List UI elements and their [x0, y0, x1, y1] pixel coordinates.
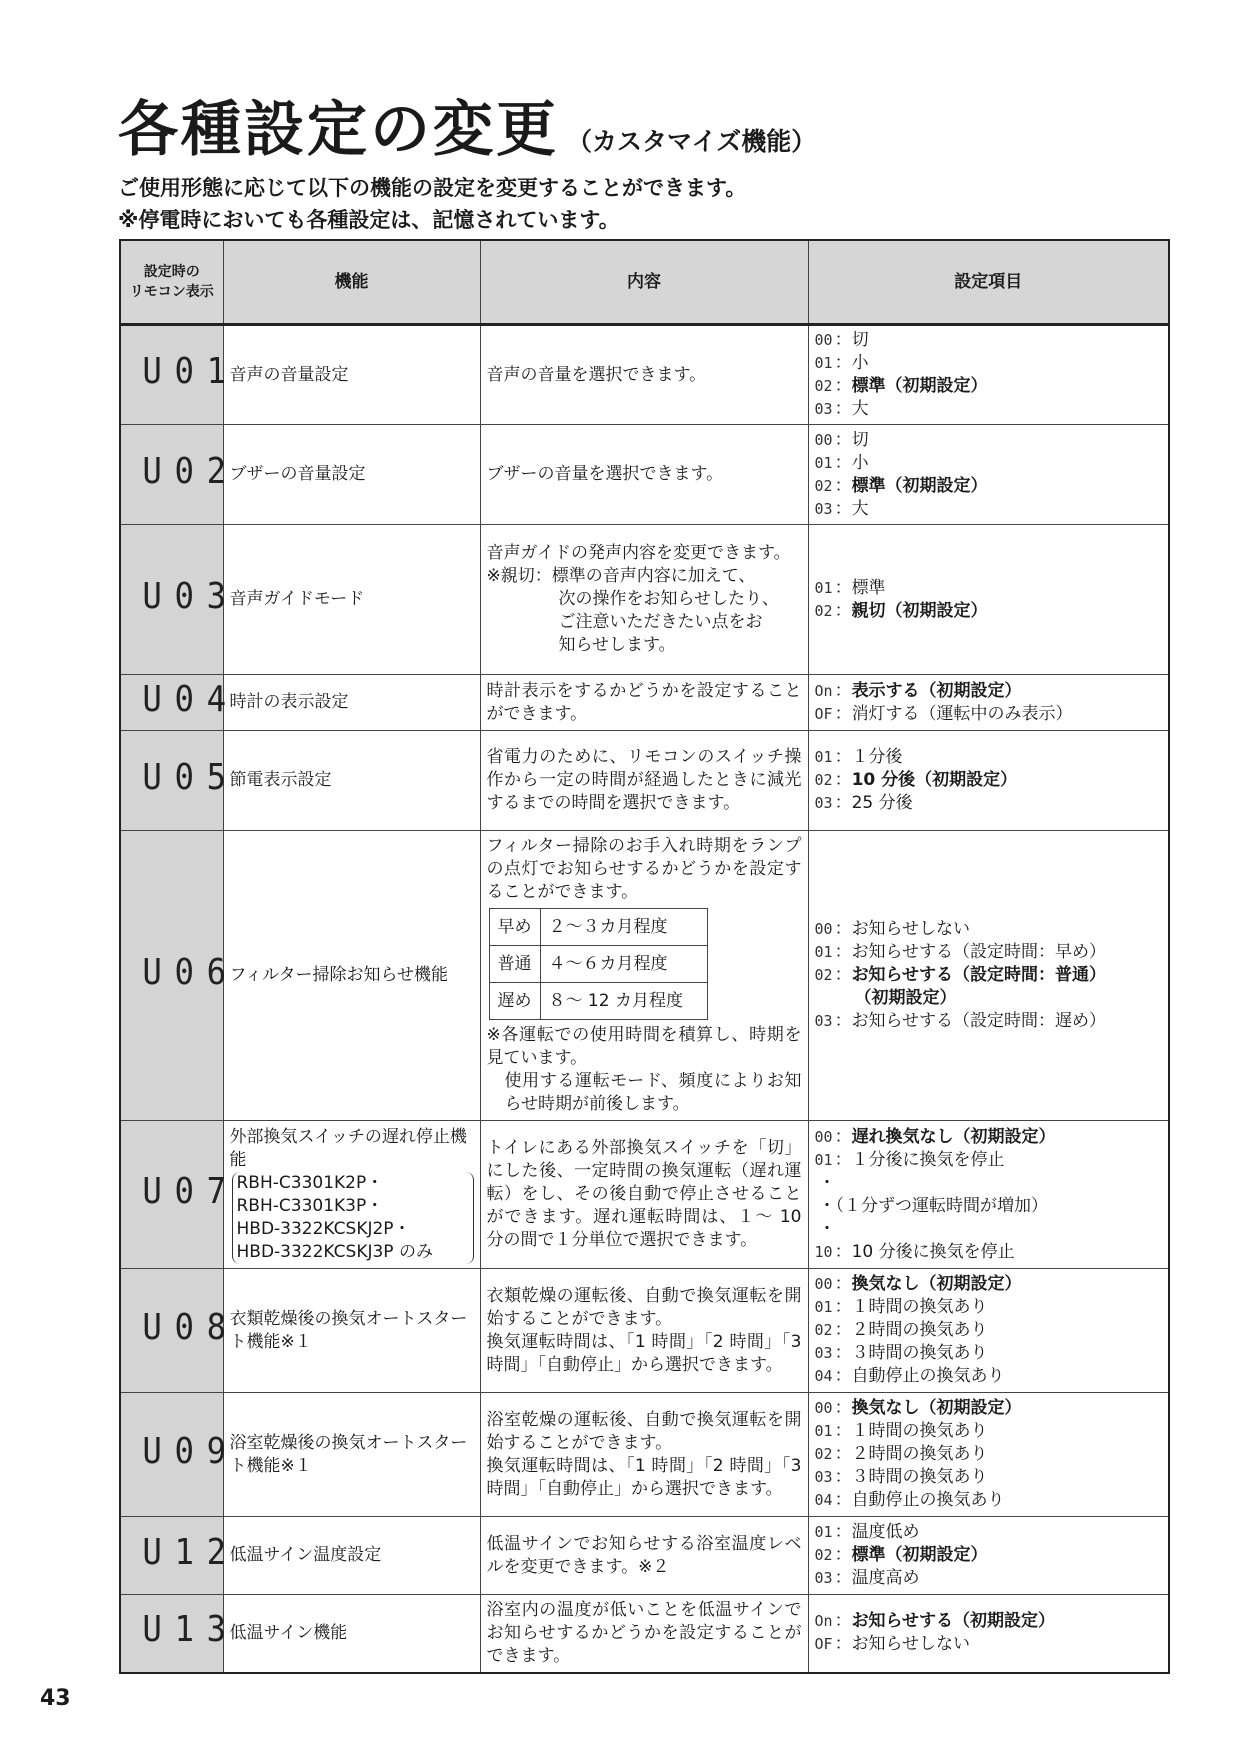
option-separator: ：	[834, 1421, 852, 1441]
option-separator: ：	[834, 330, 852, 350]
option-separator: ：	[834, 680, 852, 701]
option-line	[815, 1273, 1163, 1296]
options-cell	[808, 1121, 1169, 1269]
function-label: 音声ガイドモード	[229, 589, 365, 609]
option-separator: ：	[834, 429, 852, 450]
option-line	[815, 964, 1163, 987]
remote-display-code	[120, 831, 239, 1121]
table-row	[120, 1517, 1169, 1595]
option-code: 02	[814, 1321, 833, 1339]
option-code: On	[814, 1612, 833, 1631]
table-row	[120, 675, 1169, 731]
option-code: On	[814, 681, 833, 700]
content-text: 衣類乾燥の運転後、自動で換気運転を開始することができます。	[486, 1285, 802, 1329]
code-text: U06	[142, 951, 239, 993]
content-cell	[480, 1595, 808, 1673]
interval-value: ２～３カ月程度	[540, 909, 707, 946]
option-line	[815, 498, 1163, 521]
option-separator: ：	[834, 1568, 852, 1588]
option-separator: ：	[834, 703, 852, 724]
option-line	[815, 746, 1163, 769]
table-row	[120, 1393, 1169, 1517]
option-line	[815, 1633, 1163, 1656]
option-separator: ：	[834, 353, 852, 373]
option-code: 02	[814, 476, 833, 495]
option-separator: ：	[834, 1522, 852, 1542]
option-line	[815, 1544, 1163, 1567]
option-separator: ：	[834, 600, 852, 621]
table-row	[120, 1121, 1169, 1269]
option-line	[815, 769, 1163, 792]
option-code: 03	[814, 400, 833, 418]
option-code: 03	[814, 499, 833, 518]
table-row	[120, 1269, 1169, 1393]
model-item: RBH-C3301K3P・	[236, 1195, 384, 1216]
option-separator: ：	[834, 1274, 852, 1294]
option-code: 03	[814, 1344, 833, 1362]
function-cell	[223, 525, 480, 675]
option-line	[815, 398, 1163, 421]
options-cell	[808, 325, 1169, 425]
code-text: U03	[142, 575, 239, 617]
option-code: 02	[814, 966, 833, 984]
remote-display-code	[120, 1121, 239, 1269]
option-line	[815, 375, 1163, 398]
content-text: 時計表示をするかどうかを設定することができます。	[486, 680, 802, 724]
option-label: 標準（初期設定）	[851, 1545, 988, 1565]
function-label: ブザーの音量設定	[229, 464, 366, 484]
option-separator: ：	[834, 475, 852, 496]
option-code: 02	[814, 1445, 833, 1463]
option-line	[815, 329, 1163, 352]
option-code: 02	[814, 601, 833, 620]
function-label: 浴室乾燥後の換気オートスタート機能※１	[229, 1432, 468, 1476]
option-separator: ：	[834, 1611, 852, 1632]
option-line	[815, 1397, 1163, 1420]
code-text: U02	[142, 450, 239, 492]
option-line	[815, 1567, 1163, 1590]
title-main: 各種設定の変更	[118, 95, 559, 165]
interval-label: 普通	[489, 946, 540, 983]
content-text: 低温サインでお知らせする浴室温度レベルを変更できます。※２	[486, 1533, 802, 1577]
option-label: 10 分後に換気を停止	[851, 1241, 1015, 1262]
option-label: お知らせしない	[851, 919, 971, 939]
option-line	[815, 1241, 1163, 1264]
option-code: 00	[814, 1399, 833, 1417]
code-text: U09	[142, 1430, 239, 1472]
option-label: 換気なし（初期設定）	[851, 1274, 1022, 1294]
remote-display-code	[120, 1393, 239, 1517]
option-label: お知らせする（初期設定）	[851, 1611, 1056, 1632]
option-separator: ：	[834, 1343, 852, 1363]
option-label: ・（１分ずつ運転時間が増加）	[818, 1195, 1048, 1216]
content-cell	[480, 831, 808, 1121]
option-code: OF	[814, 1635, 833, 1654]
option-label: お知らせしない	[851, 1634, 971, 1655]
option-code: OF	[814, 704, 833, 723]
content-cell	[480, 1393, 808, 1517]
option-separator: ：	[834, 1241, 852, 1262]
content-text: 音声ガイドの発声内容を変更できます。	[486, 543, 791, 563]
content-text: フィルター掃除のお手入れ時期をランプの点灯でお知らせするかどうかを設定することができます。	[486, 836, 802, 902]
function-label: 時計の表示設定	[229, 692, 349, 712]
option-line	[815, 1296, 1163, 1319]
option-line	[815, 1521, 1163, 1544]
option-line	[815, 941, 1163, 964]
option-label: お知らせする（設定時間：普通）	[851, 965, 1107, 985]
function-cell	[223, 731, 480, 831]
model-item: HBD-3322KCSKJ2P・	[236, 1218, 411, 1239]
option-code: 03	[814, 1468, 833, 1486]
option-label: ・	[818, 1218, 836, 1239]
option-label: ２時間の換気あり	[851, 1444, 988, 1464]
option-line	[815, 1218, 1163, 1241]
option-label: 大	[851, 399, 869, 419]
function-label: フィルター掃除お知らせ機能	[229, 965, 448, 985]
table-row	[120, 731, 1169, 831]
option-separator: ：	[834, 1444, 852, 1464]
function-cell	[223, 831, 480, 1121]
table-header-row	[120, 240, 1169, 325]
content-text: 次の操作をお知らせしたり、	[558, 589, 779, 609]
option-label: ２時間の換気あり	[851, 1320, 988, 1340]
content-cell	[480, 425, 808, 525]
option-line	[815, 577, 1163, 600]
option-line	[815, 987, 1163, 1010]
option-code: 03	[814, 794, 833, 812]
remote-display-code	[120, 525, 239, 675]
option-line	[815, 703, 1163, 726]
option-label: 遅れ換気なし（初期設定）	[851, 1126, 1056, 1147]
option-label: 消灯する（運転中のみ表示）	[851, 703, 1073, 724]
option-separator: ：	[834, 1297, 852, 1317]
option-separator: ：	[834, 399, 852, 419]
option-separator: ：	[834, 919, 852, 939]
content-cell	[480, 1517, 808, 1595]
function-label: 音声の音量設定	[229, 364, 349, 385]
option-separator: ：	[834, 1467, 852, 1487]
option-label: ・	[818, 1172, 836, 1193]
code-text: U08	[142, 1306, 239, 1348]
interval-value: ８～ 12 カ月程度	[540, 983, 707, 1020]
content-text: 換気運転時間は、「1 時間」「2 時間」「3 時間」「自動停止」から選択できます。	[486, 1455, 802, 1499]
content-note: ※各運転での使用時間を積算し、時期を見ています。	[486, 1025, 802, 1068]
option-label: 切	[851, 429, 869, 450]
header-code-line2: リモコン表示	[129, 284, 214, 300]
content-cell	[480, 675, 808, 731]
option-label: 温度低め	[851, 1522, 920, 1542]
options-cell	[808, 831, 1169, 1121]
content-text: 浴室内の温度が低いことを低温サインでお知らせするかどうかを設定することができます。	[486, 1599, 802, 1666]
option-line	[815, 429, 1163, 452]
function-cell	[223, 425, 480, 525]
option-label: 切	[851, 330, 869, 350]
option-code: 01	[814, 1150, 833, 1169]
content-cell	[480, 1269, 808, 1393]
option-separator: ：	[834, 1366, 852, 1386]
option-separator: ：	[834, 770, 852, 790]
page-title	[118, 82, 816, 168]
option-label: 表示する（初期設定）	[851, 680, 1022, 701]
option-code: 01	[814, 354, 833, 372]
interval-label: 早め	[489, 909, 540, 946]
option-line	[815, 1010, 1163, 1033]
option-separator: ：	[834, 1490, 852, 1510]
intro-line: ご使用形態に応じて以下の機能の設定を変更することができます。	[118, 176, 747, 200]
option-line	[815, 352, 1163, 375]
option-code: 10	[814, 1242, 833, 1261]
function-label: 節電表示設定	[229, 770, 332, 790]
content-note: 使用する運転モード、頻度によりお知らせ時期が前後します。	[504, 1071, 802, 1114]
options-cell	[808, 731, 1169, 831]
code-text: U01	[142, 351, 239, 392]
option-code: 01	[814, 748, 833, 766]
option-code: 04	[814, 1367, 833, 1385]
option-separator: ：	[834, 577, 852, 598]
remote-display-code	[120, 1517, 239, 1595]
function-label: 衣類乾燥後の換気オートスタート機能※１	[229, 1308, 468, 1352]
function-cell	[223, 1269, 480, 1393]
option-line	[815, 1420, 1163, 1443]
content-text: ブザーの音量を選択できます。	[486, 464, 724, 484]
options-cell	[808, 525, 1169, 675]
content-cell	[480, 1121, 808, 1269]
option-label: 親切（初期設定）	[851, 600, 988, 621]
content-cell	[480, 325, 808, 425]
function-cell	[223, 1595, 480, 1673]
intro-note: ※停電時においても各種設定は、記憶されています。	[118, 208, 620, 232]
option-code: 01	[814, 1422, 833, 1440]
interval-row	[489, 909, 707, 946]
option-line	[815, 1172, 1163, 1195]
model-item: HBD-3322KCSKJ3P のみ	[236, 1241, 433, 1262]
option-label: １分後	[851, 747, 903, 767]
option-line	[815, 918, 1163, 941]
option-line	[815, 792, 1163, 815]
option-separator: ：	[834, 376, 852, 396]
code-text: U05	[142, 756, 239, 798]
content-text: トイレにある外部換気スイッチを「切」にした後、一定時間の換気運転（遅れ運転）をし、その後自動で停止させることができます。遅れ運転時間は、１～ 10 分の間で１分単位で選択できます。	[486, 1138, 802, 1250]
table-row	[120, 425, 1169, 525]
option-separator: ：	[834, 1634, 852, 1655]
function-cell	[223, 1517, 480, 1595]
option-separator: ：	[834, 452, 852, 473]
remote-display-code	[120, 675, 239, 731]
option-code: 00	[814, 920, 833, 938]
content-text: 浴室乾燥の運転後、自動で換気運転を開始することができます。	[486, 1409, 802, 1453]
interval-label: 遅め	[489, 983, 540, 1020]
header-function: 機能	[223, 240, 480, 325]
table-row	[120, 831, 1169, 1121]
title-sub: （カスタマイズ機能）	[567, 127, 817, 156]
table-row	[120, 325, 1169, 425]
function-label: 低温サイン温度設定	[229, 1545, 382, 1565]
option-code: 00	[814, 1275, 833, 1293]
option-code: 01	[814, 943, 833, 961]
option-code: 02	[814, 1546, 833, 1564]
option-code: 01	[814, 453, 833, 472]
interval-row	[489, 946, 707, 983]
option-label: １時間の換気あり	[851, 1421, 988, 1441]
option-label: 小	[851, 353, 869, 373]
intro-text	[118, 172, 746, 236]
option-code: 00	[814, 430, 833, 449]
header-content: 内容	[480, 240, 808, 325]
option-label: 標準（初期設定）	[851, 376, 988, 396]
option-code: 03	[814, 1012, 833, 1030]
cleaning-interval-table	[489, 908, 708, 1020]
content-text: 音声の音量を選択できます。	[486, 364, 707, 385]
function-cell	[223, 1393, 480, 1517]
code-text: U13	[142, 1609, 239, 1651]
option-line	[815, 1466, 1163, 1489]
remote-display-code	[120, 1595, 239, 1673]
options-cell	[808, 1269, 1169, 1393]
remote-display-code	[120, 325, 239, 425]
option-label: お知らせする（設定時間：遅め）	[851, 1011, 1107, 1031]
option-line	[815, 1610, 1163, 1633]
option-label: １分後に換気を停止	[851, 1149, 1005, 1170]
settings-table	[119, 239, 1170, 1674]
options-cell	[808, 1393, 1169, 1517]
option-label: 10 分後（初期設定）	[851, 770, 1018, 790]
header-code	[120, 240, 223, 325]
code-text: U07	[142, 1170, 239, 1212]
content-text: ご注意いただきたい点をお	[558, 612, 763, 632]
option-code: 03	[814, 1569, 833, 1587]
option-line	[815, 1319, 1163, 1342]
option-label: 自動停止の換気あり	[851, 1490, 1005, 1510]
option-separator: ：	[834, 747, 852, 767]
option-line	[815, 1195, 1163, 1218]
header-options: 設定項目	[808, 240, 1169, 325]
option-code: 02	[814, 771, 833, 789]
model-list	[232, 1172, 474, 1264]
option-separator: ：	[834, 1320, 852, 1340]
option-code: 00	[814, 1127, 833, 1146]
option-label: 自動停止の換気あり	[851, 1366, 1005, 1386]
option-label: ３時間の換気あり	[851, 1467, 988, 1487]
options-cell	[808, 425, 1169, 525]
remote-display-code	[120, 731, 239, 831]
option-code: 04	[814, 1491, 833, 1509]
remote-display-code	[120, 425, 239, 525]
option-label: 大	[851, 498, 869, 519]
remote-display-code	[120, 1269, 239, 1393]
option-line	[815, 475, 1163, 498]
option-label: お知らせする（設定時間：早め）	[851, 942, 1107, 962]
table-row	[120, 525, 1169, 675]
option-line	[815, 1342, 1163, 1365]
option-separator: ：	[834, 942, 852, 962]
interval-value: ４～６カ月程度	[540, 946, 707, 983]
option-label: １時間の換気あり	[851, 1297, 988, 1317]
content-cell	[480, 731, 808, 831]
function-cell	[223, 675, 480, 731]
function-label: 低温サイン機能	[229, 1622, 348, 1643]
option-line	[815, 1489, 1163, 1512]
option-line	[815, 1443, 1163, 1466]
content-text: ※親切：標準の音声内容に加えて、	[486, 566, 756, 586]
option-separator: ：	[834, 1398, 852, 1418]
function-cell	[223, 325, 480, 425]
option-code: 02	[814, 377, 833, 395]
content-text: 知らせします。	[558, 635, 676, 655]
option-separator: ：	[834, 1545, 852, 1565]
code-text: U12	[142, 1531, 239, 1573]
option-line	[815, 1365, 1163, 1388]
content-text: 換気運転時間は、「1 時間」「2 時間」「3 時間」「自動停止」から選択できます。	[486, 1331, 802, 1375]
option-label: 25 分後	[851, 793, 913, 813]
option-label: 温度高め	[851, 1568, 920, 1588]
option-separator: ：	[834, 793, 852, 813]
option-line	[815, 1149, 1163, 1172]
options-cell	[808, 1517, 1169, 1595]
option-label: 換気なし（初期設定）	[851, 1398, 1022, 1418]
table-body	[120, 325, 1169, 1673]
option-code: 00	[814, 331, 833, 349]
content-text: 省電力のために、リモコンのスイッチ操作から一定の時間が経過したときに減光するまでの時間を選択できます。	[486, 747, 802, 813]
header-code-line1: 設定時の	[143, 264, 200, 280]
option-separator: ：	[834, 1126, 852, 1147]
option-label: 標準	[851, 577, 886, 598]
option-code: 01	[814, 1298, 833, 1316]
table-row	[120, 1595, 1169, 1673]
option-line	[815, 600, 1163, 623]
option-line	[815, 680, 1163, 703]
option-label: （初期設定）	[854, 988, 957, 1008]
option-label: 標準（初期設定）	[851, 475, 988, 496]
function-cell	[223, 1121, 480, 1269]
page-number: 43	[40, 1686, 71, 1711]
options-cell	[808, 675, 1169, 731]
option-separator: ：	[834, 498, 852, 519]
model-item: RBH-C3301K2P・	[236, 1172, 384, 1193]
option-code: 01	[814, 1523, 833, 1541]
option-line	[815, 1126, 1163, 1149]
option-line	[815, 452, 1163, 475]
interval-row	[489, 983, 707, 1020]
option-code: 01	[814, 578, 833, 597]
option-label: ３時間の換気あり	[851, 1343, 988, 1363]
function-label: 外部換気スイッチの遅れ停止機能	[229, 1126, 467, 1170]
code-text: U04	[142, 678, 239, 720]
option-separator: ：	[834, 965, 852, 985]
content-cell	[480, 525, 808, 675]
option-label: 小	[851, 452, 869, 473]
option-separator: ：	[834, 1149, 852, 1170]
option-separator: ：	[834, 1011, 852, 1031]
options-cell	[808, 1595, 1169, 1673]
